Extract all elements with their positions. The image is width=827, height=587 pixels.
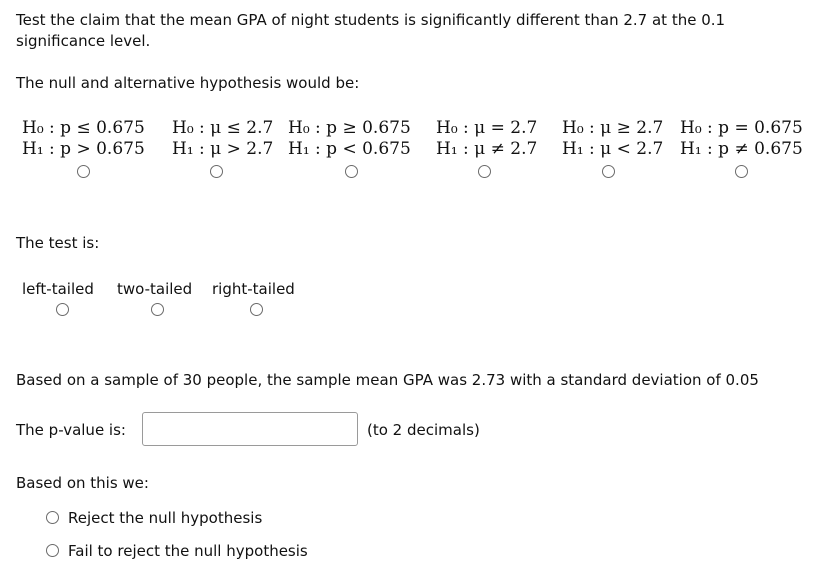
hypothesis-option-4	[436, 118, 537, 160]
test-option-label: two-tailed	[117, 280, 193, 298]
decision-radio-reject[interactable]	[46, 511, 59, 524]
sample-info: Based on a sample of 30 people, the sample mean GPA was 2.73 with a standard deviation of 0.05	[16, 371, 759, 389]
h0-text: H₀ : p = 0.675	[680, 118, 803, 138]
hypothesis-radio-3[interactable]	[345, 165, 358, 178]
test-prompt: The test is:	[16, 234, 100, 252]
h1-text: H₁ : μ ≠ 2.7	[436, 139, 538, 159]
test-radio-two-tailed[interactable]	[151, 303, 164, 316]
h0-text: H₀ : μ = 2.7	[436, 118, 538, 138]
hypothesis-option-6	[680, 118, 803, 160]
pvalue-label: The p-value is:	[16, 421, 126, 439]
h0-text: H₀ : p ≤ 0.675	[22, 118, 145, 138]
test-option-right	[212, 279, 295, 299]
h1-text: H₁ : p < 0.675	[288, 139, 411, 159]
hypothesis-option-3	[288, 118, 411, 160]
test-option-two	[117, 279, 192, 299]
hypothesis-option-5	[562, 118, 663, 160]
test-option-label: right-tailed	[212, 280, 295, 298]
h1-text: H₁ : p ≠ 0.675	[680, 139, 803, 159]
hypothesis-radio-5[interactable]	[602, 165, 615, 178]
test-option-label: left-tailed	[22, 280, 94, 298]
hypothesis-prompt: The null and alternative hypothesis would be:	[16, 74, 360, 92]
hypothesis-radio-2[interactable]	[210, 165, 223, 178]
h0-text: H₀ : p ≥ 0.675	[288, 118, 411, 138]
decision-label-reject: Reject the null hypothesis	[68, 509, 263, 527]
hypothesis-radio-1[interactable]	[77, 165, 90, 178]
test-radio-left-tailed[interactable]	[56, 303, 69, 316]
hypothesis-radio-6[interactable]	[735, 165, 748, 178]
h1-text: H₁ : μ > 2.7	[172, 139, 274, 159]
h1-text: H₁ : p > 0.675	[22, 139, 145, 159]
pvalue-hint: (to 2 decimals)	[367, 421, 480, 439]
decision-radio-fail[interactable]	[46, 544, 59, 557]
h0-text: H₀ : μ ≤ 2.7	[172, 118, 274, 138]
decision-label-fail: Fail to reject the null hypothesis	[68, 542, 308, 560]
hypothesis-radio-4[interactable]	[478, 165, 491, 178]
question-line-1: Test the claim that the mean GPA of night students is significantly different than 2.7 at the 0.1	[16, 11, 726, 29]
hypothesis-option-1	[22, 118, 145, 160]
test-option-left	[22, 279, 94, 299]
h1-text: H₁ : μ < 2.7	[562, 139, 664, 159]
decision-prompt: Based on this we:	[16, 474, 149, 492]
test-radio-right-tailed[interactable]	[250, 303, 263, 316]
pvalue-input[interactable]	[142, 412, 358, 446]
h0-text: H₀ : μ ≥ 2.7	[562, 118, 664, 138]
question-line-2: significance level.	[16, 32, 151, 50]
hypothesis-option-2	[172, 118, 273, 160]
